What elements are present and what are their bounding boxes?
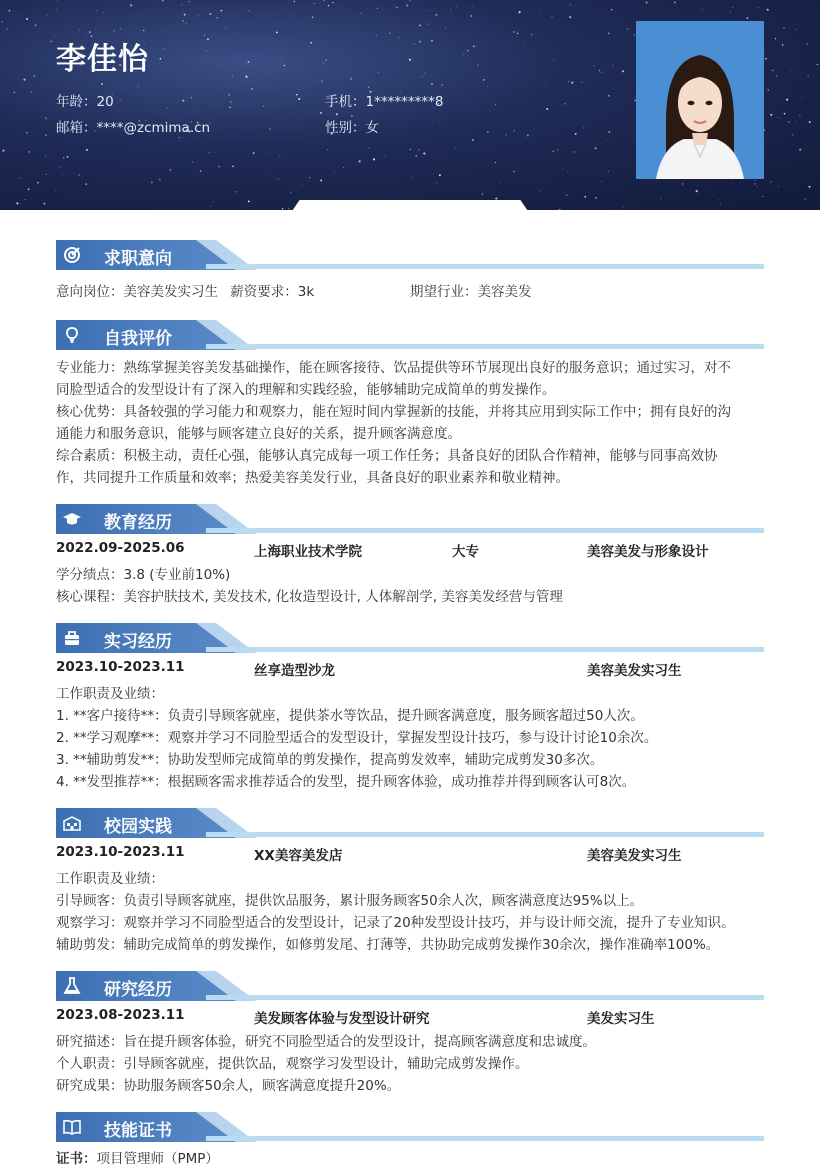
building-icon: [62, 813, 82, 833]
cert-value: 项目管理师（PMP）: [97, 1151, 219, 1167]
internship-line: 工作职责及业绩：: [56, 683, 764, 705]
internship-company: 丝享造型沙龙: [254, 659, 335, 679]
section-header-internship: [56, 623, 764, 657]
email-value: ****@zcmima.cn: [97, 120, 211, 136]
research-line: 研究描述：旨在提升顾客体验，研究不同脸型适合的发型设计，提高顾客满意度和忠诚度。: [56, 1031, 764, 1053]
education-row: [56, 540, 764, 562]
target-icon: [62, 245, 82, 265]
book-icon: [62, 1117, 82, 1137]
internship-role: 美容美发实习生: [587, 659, 682, 679]
internship-date: 2023.10-2023.11: [56, 659, 185, 675]
research-line: 个人职责：引导顾客就座，提供饮品，观察学习发型设计，辅助完成剪发操作。: [56, 1053, 764, 1075]
phone-value: 1*********8: [366, 94, 444, 110]
email-info: [56, 116, 210, 136]
campus-line: 观察学习：观察并学习不同脸型适合的发型设计，记录了20种发型设计技巧，并与设计师交流，提升了专业知识。: [56, 912, 764, 934]
section-title-research: 研究经历: [104, 975, 172, 1000]
campus-date: 2023.10-2023.11: [56, 844, 185, 860]
phone-label: 手机：: [325, 94, 366, 110]
lightbulb-icon: [62, 325, 82, 345]
section-header-self-eval: [56, 320, 764, 354]
internship-line: 2. **学习观摩**：观察并学习不同脸型适合的发型设计，掌握发型设计技巧，参与设计讨论10余次。: [56, 727, 764, 749]
section-title-internship: 实习经历: [104, 627, 172, 652]
education-date: 2022.09-2025.06: [56, 540, 185, 556]
research-date: 2023.08-2023.11: [56, 1007, 185, 1023]
age-info: [56, 90, 114, 110]
email-label: 邮箱：: [56, 120, 97, 136]
internship-details: [56, 683, 764, 793]
education-line: 学分绩点：3.8 (专业前10%): [56, 564, 764, 586]
flask-icon: [62, 976, 82, 996]
self-eval-line: 综合素质：积极主动，责任心强，能够认真完成每一项工作任务；具备良好的团队合作精神，能够与同事高效协: [56, 445, 764, 467]
section-title-intent: 求职意向: [104, 244, 172, 269]
self-eval-line: 作，共同提升工作质量和效率；热爱美容美发行业，具备良好的职业素养和敬业精神。: [56, 467, 764, 489]
graduation-cap-icon: [62, 509, 82, 529]
education-details: [56, 564, 764, 608]
internship-row: [56, 659, 764, 681]
section-header-intent: [56, 240, 764, 274]
campus-role: 美容美发实习生: [587, 844, 682, 864]
candidate-name: 李佳怡: [56, 34, 149, 78]
campus-line: 工作职责及业绩：: [56, 868, 764, 890]
intent-salary: 薪资要求：3k: [230, 284, 314, 300]
research-project: 美发顾客体验与发型设计研究: [254, 1007, 430, 1027]
campus-line: 引导顾客：负责引导顾客就座，提供饮品服务，累计服务顾客50余人次，顾客满意度达95%以上。: [56, 890, 764, 912]
profile-photo: [636, 21, 764, 179]
intent-industry: 期望行业：美容美发: [410, 281, 532, 303]
self-eval-text: [56, 357, 764, 489]
research-role: 美发实习生: [587, 1007, 655, 1027]
section-title-education: 教育经历: [104, 508, 172, 533]
campus-row: [56, 844, 764, 866]
section-header-research: [56, 971, 764, 1005]
intent-position: 意向岗位：美容美发实习生: [56, 284, 218, 300]
research-row: [56, 1007, 764, 1029]
research-details: [56, 1031, 764, 1097]
resume-header: [0, 0, 820, 210]
self-eval-line: 专业能力：熟练掌握美容美发基础操作，能在顾客接待、饮品提供等环节展现出良好的服务意识；通过实习，对不: [56, 357, 764, 379]
gender-info: [325, 116, 379, 136]
internship-line: 4. **发型推荐**：根据顾客需求推荐适合的发型，提升顾客体验，成功推荐并得到顾客认可8次。: [56, 771, 764, 793]
internship-line: 1. **客户接待**：负责引导顾客就座，提供茶水等饮品，提升顾客满意度，服务顾客超过50人次。: [56, 705, 764, 727]
skills-details: [56, 1148, 764, 1170]
briefcase-icon: [62, 628, 82, 648]
internship-line: 3. **辅助剪发**：协助发型师完成简单的剪发操作，提高剪发效率，辅助完成剪发30多次。: [56, 749, 764, 771]
education-degree: 大专: [452, 540, 479, 560]
gender-label: 性别：: [325, 120, 366, 136]
education-line: 核心课程：美容护肤技术, 美发技术, 化妆造型设计, 人体解剖学, 美容美发经营与管理: [56, 586, 764, 608]
section-title-skills: 技能证书: [104, 1116, 172, 1141]
self-eval-line: 核心优势：具备较强的学习能力和观察力，能在短时间内掌握新的技能，并将其应用到实际工作中；拥有良好的沟: [56, 401, 764, 423]
campus-org: XX美容美发店: [254, 844, 342, 864]
cert-label: 证书：: [56, 1151, 97, 1167]
section-title-self-eval: 自我评价: [104, 324, 172, 349]
gender-value: 女: [366, 120, 380, 136]
section-header-education: [56, 504, 764, 538]
campus-details: [56, 868, 764, 956]
section-title-campus: 校园实践: [104, 812, 172, 837]
education-major: 美容美发与形象设计: [587, 540, 709, 560]
self-eval-line: 通能力和服务意识，能够与顾客建立良好的关系，提升顾客满意度。: [56, 423, 764, 445]
education-school: 上海职业技术学院: [254, 540, 362, 560]
section-header-campus: [56, 808, 764, 842]
self-eval-line: 同脸型适合的发型设计有了深入的理解和实践经验，能够辅助完成简单的剪发操作。: [56, 379, 764, 401]
section-header-skills: [56, 1112, 764, 1146]
research-line: 研究成果：协助服务顾客50余人，顾客满意度提升20%。: [56, 1075, 764, 1097]
campus-line: 辅助剪发：辅助完成简单的剪发操作，如修剪发尾、打薄等，共协助完成剪发操作30余次，操作准确率100%。: [56, 934, 764, 956]
intent-row: [56, 281, 764, 303]
header-notch: [290, 200, 530, 210]
phone-info: [325, 90, 443, 110]
age-label: 年龄：: [56, 94, 97, 110]
age-value: 20: [97, 94, 114, 110]
